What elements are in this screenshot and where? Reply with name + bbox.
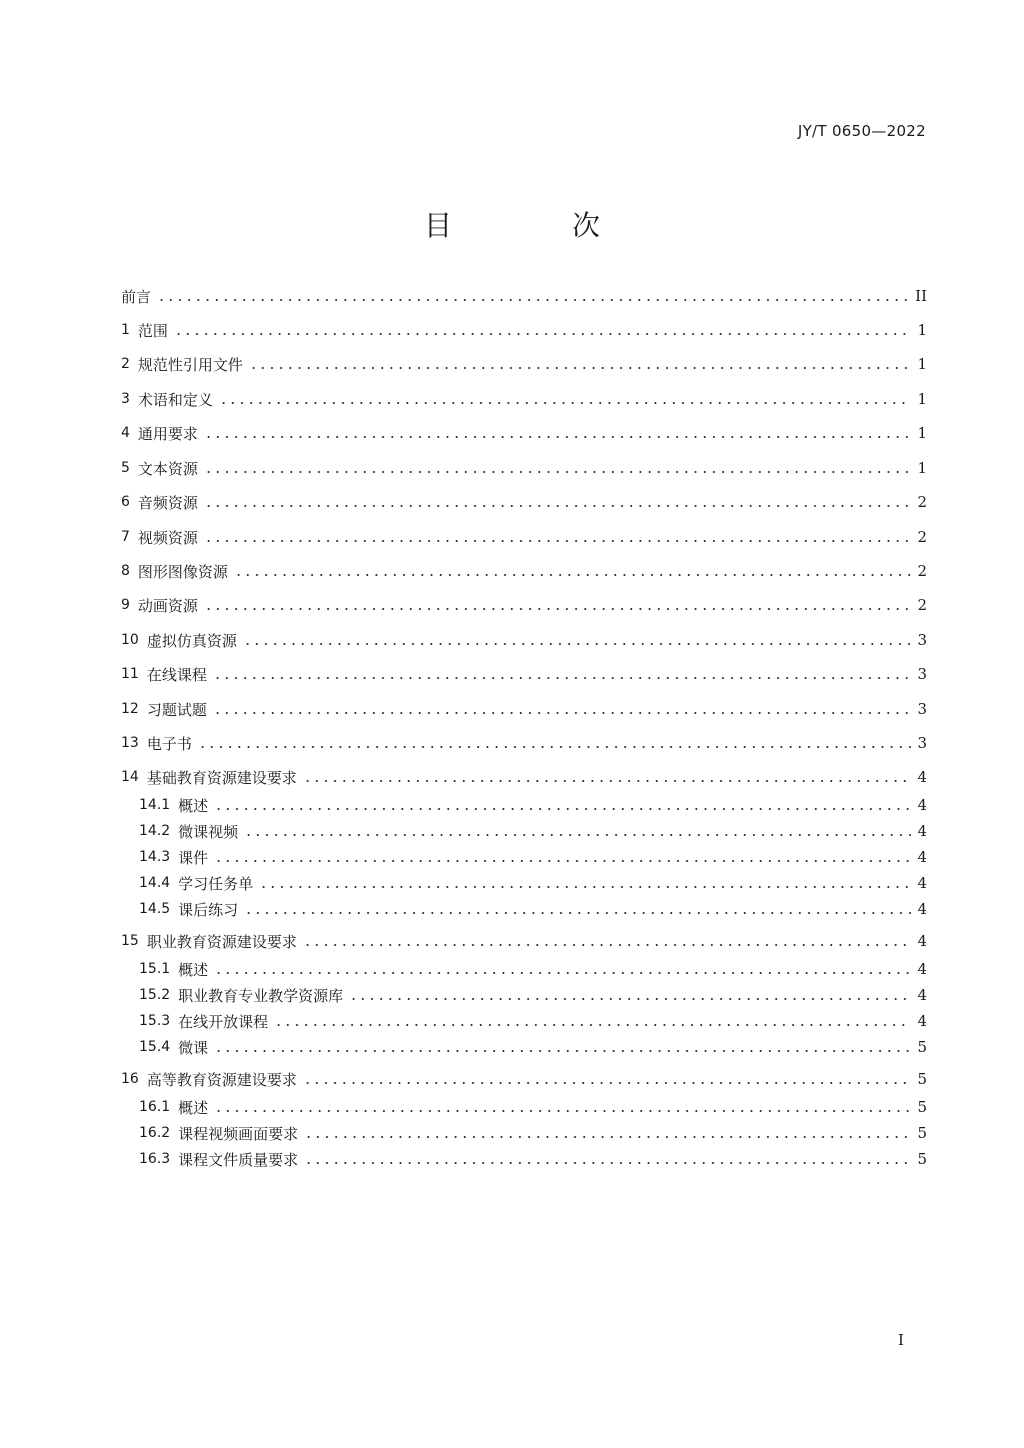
toc-entry[interactable]: [139, 1035, 927, 1059]
toc-entry-page: 4: [917, 1012, 927, 1030]
dot-leader: [214, 808, 911, 810]
toc-entry-page: 2: [917, 596, 927, 614]
dot-leader: [204, 505, 912, 507]
dot-leader: [349, 998, 911, 1000]
toc-entry-label: 课程文件质量要求: [178, 1150, 299, 1169]
dot-leader: [219, 402, 912, 404]
toc-entry-page: 2: [917, 562, 927, 580]
toc-entry-label: 前言: [121, 287, 152, 306]
toc-entry[interactable]: [139, 1095, 927, 1119]
toc-entry-label: 课后练习: [178, 900, 239, 919]
toc-entry-number: 13: [121, 735, 139, 751]
toc-entry-label: 通用要求: [137, 424, 198, 443]
toc-entry-number: 16.3: [139, 1151, 171, 1167]
toc-entry-label: 基础教育资源建设要求: [146, 768, 297, 787]
dot-leader: [204, 471, 912, 473]
toc-entry-page: 5: [917, 1098, 927, 1116]
toc-entry[interactable]: [121, 525, 927, 549]
toc-entry-label: 电子书: [146, 734, 192, 753]
dot-leader: [204, 436, 912, 438]
toc-entry-number: 15.3: [139, 1013, 171, 1029]
toc-entry[interactable]: [139, 897, 927, 921]
toc-entry-number: 14.1: [139, 797, 171, 813]
toc-entry-label: 职业教育资源建设要求: [146, 932, 297, 951]
toc-entry-number: 4: [121, 425, 130, 441]
dot-leader: [304, 1162, 911, 1164]
toc-entry[interactable]: [121, 456, 927, 480]
dot-leader: [303, 780, 912, 782]
toc-entry-label: 规范性引用文件: [137, 355, 243, 374]
toc-entry-number: 16.1: [139, 1099, 171, 1115]
toc-entry[interactable]: [139, 1009, 927, 1033]
toc-entry-page: 5: [917, 1070, 927, 1088]
dot-leader: [304, 1136, 911, 1138]
page-title: 目 次: [423, 209, 646, 242]
toc-entry-label: 学习任务单: [178, 874, 254, 893]
toc-entry[interactable]: [121, 490, 927, 514]
toc-entry-label: 音频资源: [137, 493, 198, 512]
dot-leader: [157, 299, 909, 301]
toc-entry-number: 16.2: [139, 1125, 171, 1141]
toc-entry-page: 5: [917, 1124, 927, 1142]
toc-entry-number: 5: [121, 460, 130, 476]
toc-entry-label: 微课: [178, 1038, 209, 1057]
toc-entry-number: 6: [121, 494, 130, 510]
toc-entry-number: 2: [121, 356, 130, 372]
toc-entry-page: 2: [917, 528, 927, 546]
toc-entry-number: 7: [121, 529, 130, 545]
toc-entry-number: 9: [121, 597, 130, 613]
dot-leader: [303, 1082, 912, 1084]
dot-leader: [214, 1050, 911, 1052]
dot-leader: [204, 608, 912, 610]
toc-entry-label: 习题试题: [146, 700, 207, 719]
toc-entry-label: 动画资源: [137, 596, 198, 615]
toc-entry-page: 4: [917, 960, 927, 978]
dot-leader: [214, 860, 911, 862]
toc-entry[interactable]: [121, 421, 927, 445]
toc-entry[interactable]: [121, 352, 927, 376]
toc-entry-number: 15.4: [139, 1039, 171, 1055]
toc-entry-number: 12: [121, 701, 139, 717]
dot-leader: [244, 912, 911, 914]
toc-entry-label: 职业教育专业教学资源库: [178, 986, 344, 1005]
toc-entry-number: 14.4: [139, 875, 171, 891]
toc-entry[interactable]: [121, 929, 927, 953]
toc-entry-page: 2: [917, 493, 927, 511]
toc-entry-page: 3: [917, 734, 927, 752]
toc-entry-page: 4: [917, 848, 927, 866]
toc-entry-number: 1: [121, 322, 130, 338]
toc-entry-page: 1: [917, 390, 927, 408]
toc-entry-page: 1: [917, 459, 927, 477]
document-code: JY/T 0650—2022: [797, 122, 926, 140]
toc-entry-page: 4: [917, 874, 927, 892]
toc-entry-page: II: [915, 287, 927, 305]
toc-entry-number: 15.2: [139, 987, 171, 1003]
toc-entry-number: 11: [121, 666, 139, 682]
dot-leader: [174, 333, 912, 335]
toc-entry-label: 术语和定义: [137, 390, 213, 409]
toc-entry-label: 概述: [178, 1098, 209, 1117]
toc-entry-page: 3: [917, 700, 927, 718]
toc-entry-page: 5: [917, 1150, 927, 1168]
dot-leader: [213, 712, 912, 714]
toc-entry-page: 4: [917, 796, 927, 814]
toc-entry-page: 3: [917, 631, 927, 649]
toc-entry[interactable]: [121, 1067, 927, 1091]
toc-entry-label: 课件: [178, 848, 209, 867]
toc-entry-page: 4: [917, 986, 927, 1004]
toc-entry-label: 虚拟仿真资源: [146, 631, 237, 650]
dot-leader: [204, 540, 912, 542]
toc-entry[interactable]: [139, 819, 927, 843]
page-number: I: [898, 1331, 904, 1349]
toc-entry[interactable]: [121, 731, 927, 755]
toc-entry-number: 8: [121, 563, 130, 579]
dot-leader: [249, 367, 912, 369]
toc-entry[interactable]: [121, 318, 927, 342]
toc-entry-page: 1: [917, 424, 927, 442]
toc-entry-label: 概述: [178, 960, 209, 979]
dot-leader: [244, 834, 911, 836]
toc-entry-page: 1: [917, 321, 927, 339]
dot-leader: [214, 1110, 911, 1112]
dot-leader: [274, 1024, 911, 1026]
toc-entry-page: 4: [917, 822, 927, 840]
toc-entry-number: 15: [121, 933, 139, 949]
toc-entry-label: 图形图像资源: [137, 562, 228, 581]
toc-entry-label: 高等教育资源建设要求: [146, 1070, 297, 1089]
toc-entry[interactable]: [121, 559, 927, 583]
dot-leader: [259, 886, 911, 888]
toc-entry-number: 3: [121, 391, 130, 407]
toc-entry[interactable]: [139, 957, 927, 981]
toc-entry[interactable]: [139, 793, 927, 817]
toc-entry-number: 14.3: [139, 849, 171, 865]
toc-entry-label: 文本资源: [137, 459, 198, 478]
toc-entry[interactable]: [139, 983, 927, 1007]
toc-entry-number: 10: [121, 632, 139, 648]
toc-entry[interactable]: [121, 387, 927, 411]
dot-leader: [303, 944, 912, 946]
toc-entry[interactable]: [121, 284, 927, 308]
toc-entry-page: 3: [917, 665, 927, 683]
toc-entry-number: 16: [121, 1071, 139, 1087]
toc-entry-label: 微课视频: [178, 822, 239, 841]
toc-entry[interactable]: [121, 628, 927, 652]
toc-entry-label: 在线课程: [146, 665, 207, 684]
toc-entry-page: 1: [917, 355, 927, 373]
toc-entry[interactable]: [121, 662, 927, 686]
toc-entry-number: 14.5: [139, 901, 171, 917]
toc-entry[interactable]: [121, 697, 927, 721]
dot-leader: [214, 972, 911, 974]
toc-entry[interactable]: [139, 871, 927, 895]
dot-leader: [213, 677, 912, 679]
toc-entry[interactable]: [139, 1121, 927, 1145]
toc-entry[interactable]: [139, 1147, 927, 1171]
toc-entry-label: 在线开放课程: [178, 1012, 269, 1031]
toc-entry[interactable]: [121, 765, 927, 789]
toc-entry-page: 5: [917, 1038, 927, 1056]
toc-entry-number: 14: [121, 769, 139, 785]
toc-entry-label: 视频资源: [137, 528, 198, 547]
dot-leader: [243, 643, 912, 645]
toc-entry-page: 4: [917, 900, 927, 918]
toc-entry-page: 4: [917, 768, 927, 786]
toc-entry-label: 概述: [178, 796, 209, 815]
toc-entry-number: 14.2: [139, 823, 171, 839]
dot-leader: [234, 574, 912, 576]
dot-leader: [198, 746, 912, 748]
toc-entry[interactable]: [139, 845, 927, 869]
toc-entry-number: 15.1: [139, 961, 171, 977]
toc-entry-page: 4: [917, 932, 927, 950]
toc-entry-label: 范围: [137, 321, 168, 340]
toc-entry-label: 课程视频画面要求: [178, 1124, 299, 1143]
toc-entry[interactable]: [121, 593, 927, 617]
